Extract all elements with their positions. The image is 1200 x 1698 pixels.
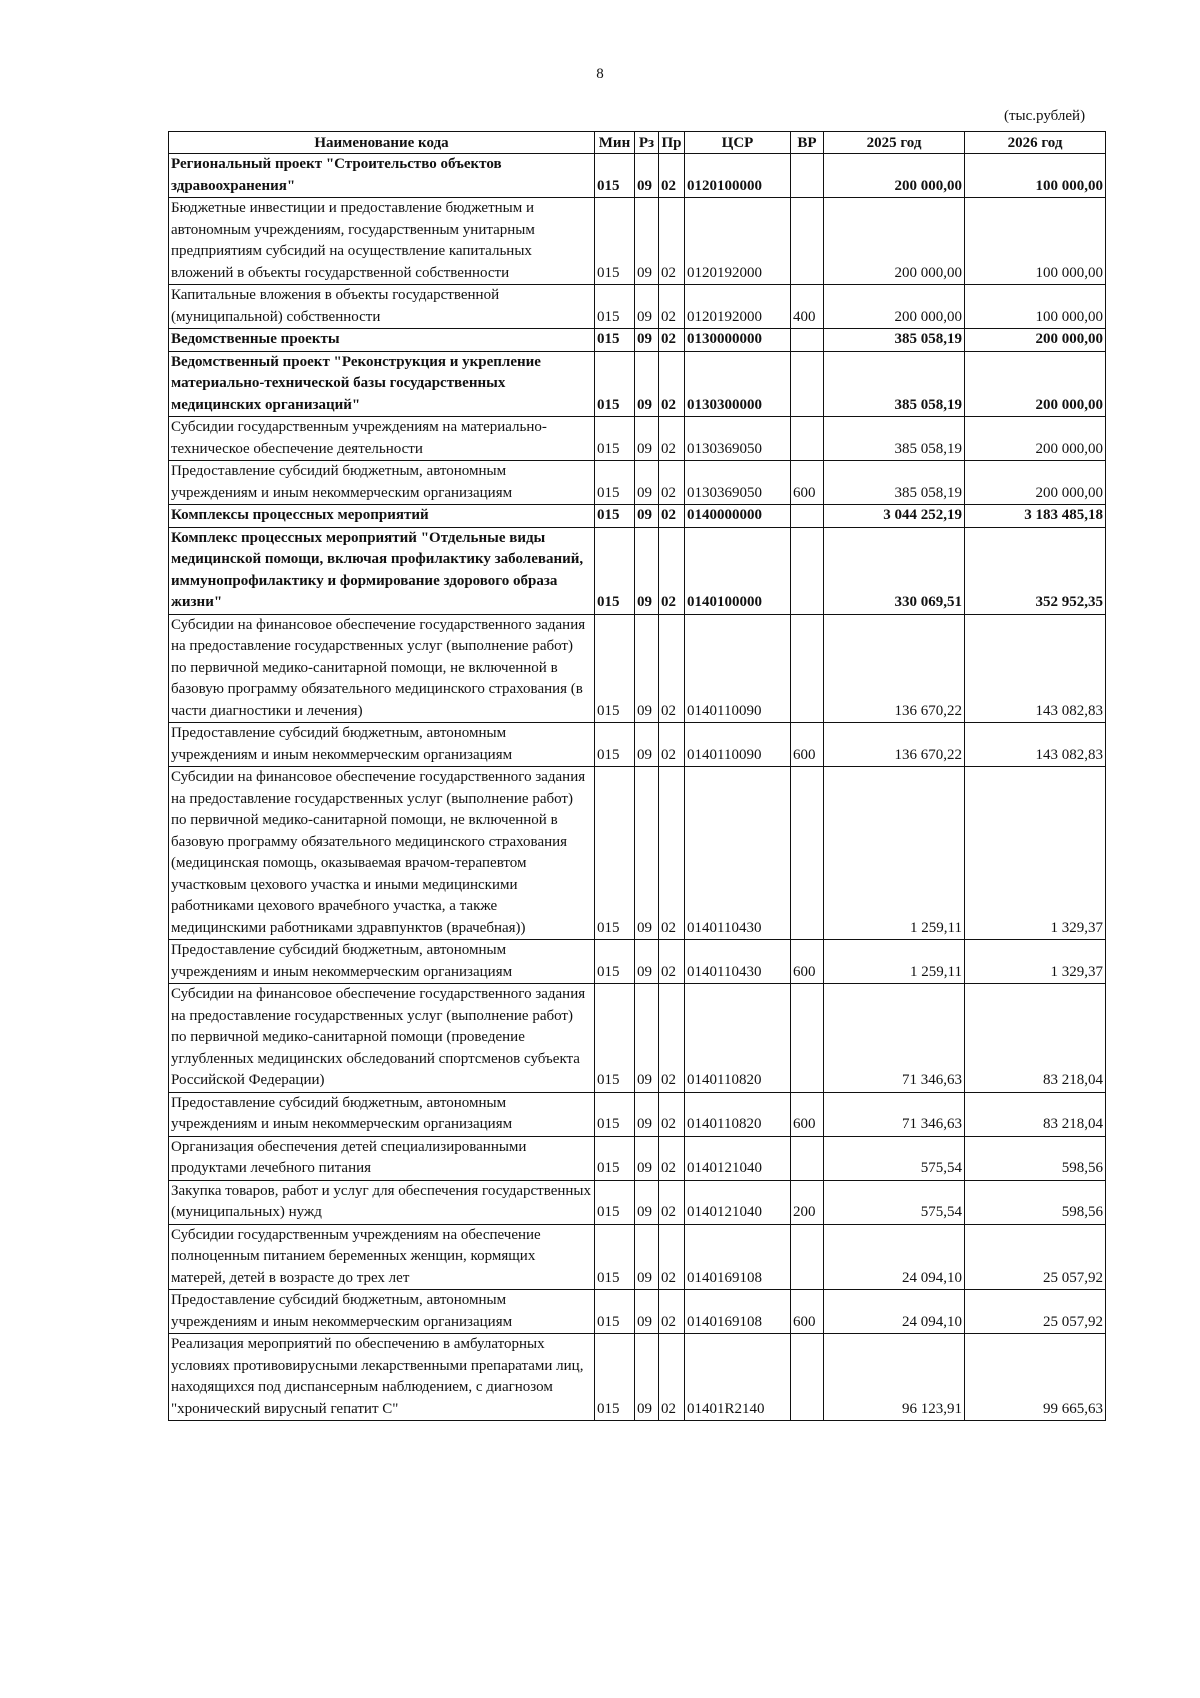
cell-2026: 143 082,83 — [965, 723, 1106, 767]
cell-csr: 0140110090 — [685, 723, 791, 767]
cell-name: Предоставление субсидий бюджетным, автономным учреждениям и иным некоммерческим организациям — [169, 723, 595, 767]
cell-2025: 71 346,63 — [824, 984, 965, 1093]
cell-rz: 09 — [635, 461, 659, 505]
cell-rz: 09 — [635, 767, 659, 940]
cell-vr: 600 — [791, 461, 824, 505]
cell-name: Субсидии на финансовое обеспечение государственного задания на предоставление государственных услуг (выполнение работ) по первичной медико-санитарной помощи, не включенной в базовую программу обязательного медицинского страхования (в части диагностики и лечения) — [169, 614, 595, 723]
cell-rz: 09 — [635, 1334, 659, 1421]
cell-name: Капитальные вложения в объекты государственной (муниципальной) собственности — [169, 285, 595, 329]
cell-csr: 0120192000 — [685, 285, 791, 329]
cell-rz: 09 — [635, 329, 659, 352]
cell-min: 015 — [595, 285, 635, 329]
cell-min: 015 — [595, 984, 635, 1093]
cell-2026: 100 000,00 — [965, 285, 1106, 329]
cell-2025: 96 123,91 — [824, 1334, 965, 1421]
cell-vr — [791, 767, 824, 940]
cell-min: 015 — [595, 505, 635, 528]
cell-vr — [791, 154, 824, 198]
cell-2025: 136 670,22 — [824, 723, 965, 767]
cell-min: 015 — [595, 614, 635, 723]
cell-2026: 598,56 — [965, 1180, 1106, 1224]
cell-pr: 02 — [659, 527, 685, 614]
cell-pr: 02 — [659, 984, 685, 1093]
cell-name: Предоставление субсидий бюджетным, автономным учреждениям и иным некоммерческим организациям — [169, 1290, 595, 1334]
cell-name: Ведомственный проект "Реконструкция и укрепление материально-технической базы государственных медицинских организаций" — [169, 351, 595, 417]
cell-vr — [791, 417, 824, 461]
cell-csr: 0140169108 — [685, 1224, 791, 1290]
table-row — [169, 984, 1106, 1093]
header-csr: ЦСР — [685, 132, 791, 154]
cell-name: Комплексы процессных мероприятий — [169, 505, 595, 528]
cell-vr: 200 — [791, 1180, 824, 1224]
cell-2025: 385 058,19 — [824, 417, 965, 461]
cell-min: 015 — [595, 417, 635, 461]
cell-vr: 600 — [791, 1092, 824, 1136]
cell-name: Бюджетные инвестиции и предоставление бюджетным и автономным учреждениям, государственным унитарным предприятиям субсидий на осуществление капитальных вложений в объекты государственной собственности — [169, 198, 595, 285]
header-name: Наименование кода — [169, 132, 595, 154]
budget-table — [168, 131, 1106, 1421]
cell-name: Ведомственные проекты — [169, 329, 595, 352]
cell-rz: 09 — [635, 723, 659, 767]
cell-pr: 02 — [659, 767, 685, 940]
table-row — [169, 1290, 1106, 1334]
cell-rz: 09 — [635, 285, 659, 329]
cell-csr: 0140110820 — [685, 1092, 791, 1136]
cell-pr: 02 — [659, 723, 685, 767]
table-row — [169, 285, 1106, 329]
cell-2025: 24 094,10 — [824, 1224, 965, 1290]
cell-name: Предоставление субсидий бюджетным, автономным учреждениям и иным некоммерческим организациям — [169, 940, 595, 984]
cell-vr — [791, 984, 824, 1093]
cell-pr: 02 — [659, 1136, 685, 1180]
cell-2025: 1 259,11 — [824, 940, 965, 984]
table-row — [169, 417, 1106, 461]
cell-rz: 09 — [635, 1136, 659, 1180]
cell-2025: 385 058,19 — [824, 351, 965, 417]
cell-csr: 0130300000 — [685, 351, 791, 417]
cell-2026: 100 000,00 — [965, 154, 1106, 198]
cell-min: 015 — [595, 1136, 635, 1180]
cell-min: 015 — [595, 329, 635, 352]
cell-min: 015 — [595, 154, 635, 198]
cell-pr: 02 — [659, 1290, 685, 1334]
cell-2025: 24 094,10 — [824, 1290, 965, 1334]
cell-csr: 0130000000 — [685, 329, 791, 352]
table-row — [169, 351, 1106, 417]
cell-name: Субсидии государственным учреждениям на материально-техническое обеспечение деятельности — [169, 417, 595, 461]
cell-min: 015 — [595, 351, 635, 417]
cell-2026: 200 000,00 — [965, 461, 1106, 505]
cell-2026: 143 082,83 — [965, 614, 1106, 723]
cell-vr — [791, 527, 824, 614]
cell-vr — [791, 198, 824, 285]
cell-min: 015 — [595, 1290, 635, 1334]
cell-csr: 0130369050 — [685, 417, 791, 461]
cell-vr: 600 — [791, 723, 824, 767]
cell-2026: 3 183 485,18 — [965, 505, 1106, 528]
cell-vr: 400 — [791, 285, 824, 329]
cell-2026: 83 218,04 — [965, 984, 1106, 1093]
cell-2026: 83 218,04 — [965, 1092, 1106, 1136]
cell-vr — [791, 1136, 824, 1180]
cell-min: 015 — [595, 1092, 635, 1136]
header-min: Мин — [595, 132, 635, 154]
cell-rz: 09 — [635, 614, 659, 723]
cell-2025: 71 346,63 — [824, 1092, 965, 1136]
cell-rz: 09 — [635, 505, 659, 528]
cell-rz: 09 — [635, 198, 659, 285]
cell-csr: 0140000000 — [685, 505, 791, 528]
table-row — [169, 198, 1106, 285]
cell-name: Реализация мероприятий по обеспечению в амбулаторных условиях противовирусными лекарственными препаратами лиц, находящихся под диспансерным наблюдением, с диагнозом "хронический вирусный гепатит С" — [169, 1334, 595, 1421]
cell-2026: 352 952,35 — [965, 527, 1106, 614]
table-row — [169, 1334, 1106, 1421]
cell-vr — [791, 351, 824, 417]
cell-name: Комплекс процессных мероприятий "Отдельные виды медицинской помощи, включая профилактику заболеваний, иммунопрофилактику и формирование здорового образа жизни" — [169, 527, 595, 614]
cell-pr: 02 — [659, 1224, 685, 1290]
cell-vr — [791, 329, 824, 352]
cell-vr — [791, 1224, 824, 1290]
cell-min: 015 — [595, 940, 635, 984]
cell-min: 015 — [595, 1224, 635, 1290]
page-number: 8 — [596, 66, 604, 82]
cell-rz: 09 — [635, 527, 659, 614]
cell-pr: 02 — [659, 505, 685, 528]
cell-pr: 02 — [659, 285, 685, 329]
cell-2025: 3 044 252,19 — [824, 505, 965, 528]
table-row — [169, 1136, 1106, 1180]
cell-pr: 02 — [659, 940, 685, 984]
cell-2026: 1 329,37 — [965, 767, 1106, 940]
cell-2025: 385 058,19 — [824, 461, 965, 505]
cell-2025: 200 000,00 — [824, 198, 965, 285]
table-row — [169, 614, 1106, 723]
header-2025: 2025 год — [824, 132, 965, 154]
table-row — [169, 1180, 1106, 1224]
cell-pr: 02 — [659, 461, 685, 505]
cell-name: Закупка товаров, работ и услуг для обеспечения государственных (муниципальных) нужд — [169, 1180, 595, 1224]
cell-csr: 0140121040 — [685, 1180, 791, 1224]
cell-rz: 09 — [635, 984, 659, 1093]
cell-2025: 200 000,00 — [824, 154, 965, 198]
cell-csr: 0130369050 — [685, 461, 791, 505]
cell-pr: 02 — [659, 417, 685, 461]
table-row — [169, 723, 1106, 767]
cell-min: 015 — [595, 1334, 635, 1421]
header-pr: Пр — [659, 132, 685, 154]
header-rz: Рз — [635, 132, 659, 154]
table-row — [169, 940, 1106, 984]
table-row — [169, 1224, 1106, 1290]
cell-min: 015 — [595, 723, 635, 767]
table-row — [169, 461, 1106, 505]
cell-csr: 0140100000 — [685, 527, 791, 614]
cell-2026: 200 000,00 — [965, 417, 1106, 461]
cell-name: Предоставление субсидий бюджетным, автономным учреждениям и иным некоммерческим организациям — [169, 461, 595, 505]
cell-2025: 575,54 — [824, 1136, 965, 1180]
cell-2026: 99 665,63 — [965, 1334, 1106, 1421]
table-row — [169, 505, 1106, 528]
cell-rz: 09 — [635, 1180, 659, 1224]
cell-2026: 100 000,00 — [965, 198, 1106, 285]
cell-rz: 09 — [635, 1290, 659, 1334]
cell-csr: 0120100000 — [685, 154, 791, 198]
cell-2026: 200 000,00 — [965, 329, 1106, 352]
cell-name: Субсидии государственным учреждениям на обеспечение полноценным питанием беременных женщин, кормящих матерей, детей в возрасте до трех лет — [169, 1224, 595, 1290]
cell-pr: 02 — [659, 154, 685, 198]
cell-pr: 02 — [659, 351, 685, 417]
cell-pr: 02 — [659, 1092, 685, 1136]
cell-2026: 25 057,92 — [965, 1224, 1106, 1290]
cell-pr: 02 — [659, 614, 685, 723]
cell-rz: 09 — [635, 351, 659, 417]
cell-pr: 02 — [659, 1180, 685, 1224]
table-body — [169, 154, 1106, 1421]
cell-name: Организация обеспечения детей специализированными продуктами лечебного питания — [169, 1136, 595, 1180]
table-row — [169, 329, 1106, 352]
cell-vr — [791, 614, 824, 723]
header-2026: 2026 год — [965, 132, 1106, 154]
cell-vr — [791, 1334, 824, 1421]
cell-rz: 09 — [635, 1224, 659, 1290]
cell-name: Субсидии на финансовое обеспечение государственного задания на предоставление государственных услуг (выполнение работ) по первичной медико-санитарной помощи (проведение углубленных медицинских обследований спортсменов субъекта Российской Федерации) — [169, 984, 595, 1093]
cell-2026: 598,56 — [965, 1136, 1106, 1180]
cell-2025: 1 259,11 — [824, 767, 965, 940]
cell-pr: 02 — [659, 329, 685, 352]
cell-pr: 02 — [659, 1334, 685, 1421]
table-row — [169, 767, 1106, 940]
table-row — [169, 154, 1106, 198]
cell-csr: 0120192000 — [685, 198, 791, 285]
cell-min: 015 — [595, 198, 635, 285]
table-header-row — [169, 132, 1106, 154]
cell-name: Региональный проект "Строительство объектов здравоохранения" — [169, 154, 595, 198]
cell-name: Предоставление субсидий бюджетным, автономным учреждениям и иным некоммерческим организациям — [169, 1092, 595, 1136]
cell-csr: 0140110430 — [685, 940, 791, 984]
cell-rz: 09 — [635, 154, 659, 198]
cell-vr: 600 — [791, 1290, 824, 1334]
units-label: (тыс.рублей) — [1004, 108, 1086, 124]
cell-min: 015 — [595, 767, 635, 940]
cell-pr: 02 — [659, 198, 685, 285]
cell-2026: 200 000,00 — [965, 351, 1106, 417]
cell-min: 015 — [595, 527, 635, 614]
cell-csr: 0140110430 — [685, 767, 791, 940]
cell-2025: 385 058,19 — [824, 329, 965, 352]
cell-csr: 0140110090 — [685, 614, 791, 723]
table-row — [169, 1092, 1106, 1136]
cell-rz: 09 — [635, 940, 659, 984]
cell-2026: 1 329,37 — [965, 940, 1106, 984]
cell-rz: 09 — [635, 417, 659, 461]
cell-csr: 0140110820 — [685, 984, 791, 1093]
cell-csr: 0140169108 — [685, 1290, 791, 1334]
cell-2026: 25 057,92 — [965, 1290, 1106, 1334]
cell-vr — [791, 505, 824, 528]
cell-min: 015 — [595, 461, 635, 505]
cell-2025: 136 670,22 — [824, 614, 965, 723]
cell-2025: 575,54 — [824, 1180, 965, 1224]
cell-name: Субсидии на финансовое обеспечение государственного задания на предоставление государственных услуг (выполнение работ) по первичной медико-санитарной помощи, не включенной в базовую программу обязательного медицинского страхования (медицинская помощь, оказываемая врачом-терапевтом участковым цехового участка и иными медицинскими работниками цехового врачебного участка, а также медицинскими работниками здравпунктов (врачебная)) — [169, 767, 595, 940]
table-row — [169, 527, 1106, 614]
cell-min: 015 — [595, 1180, 635, 1224]
cell-csr: 01401R2140 — [685, 1334, 791, 1421]
cell-rz: 09 — [635, 1092, 659, 1136]
cell-csr: 0140121040 — [685, 1136, 791, 1180]
header-vr: ВР — [791, 132, 824, 154]
cell-vr: 600 — [791, 940, 824, 984]
cell-2025: 330 069,51 — [824, 527, 965, 614]
cell-2025: 200 000,00 — [824, 285, 965, 329]
